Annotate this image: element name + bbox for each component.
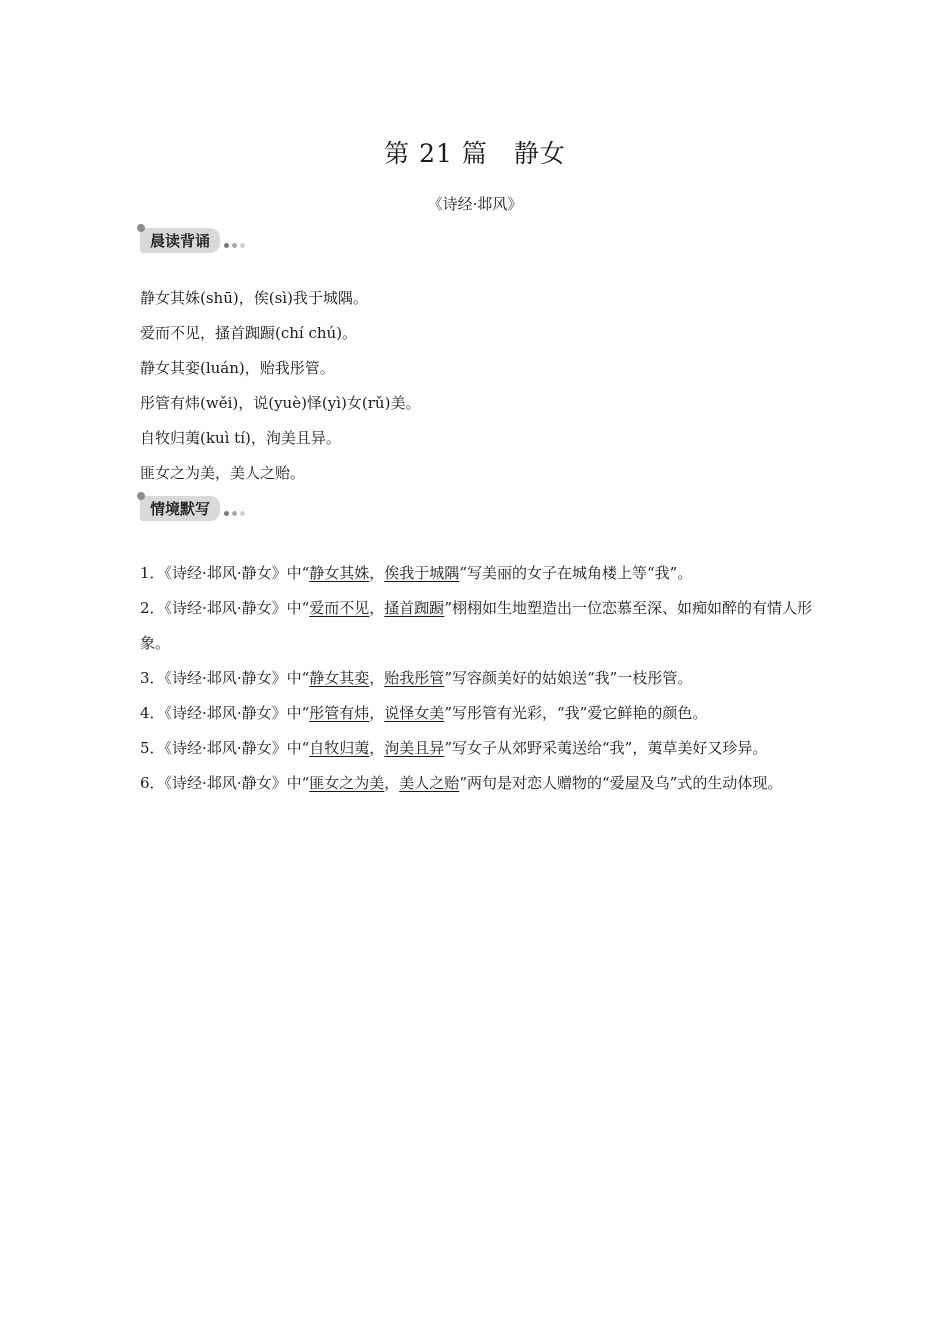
bullet-dot-icon <box>137 224 145 232</box>
exercise-item: 4．《诗经·邶风·静女》中“彤管有炜，说怿女美”写彤管有光彩，“我”爱它鲜艳的颜色。 <box>140 704 708 722</box>
poem-line: 静女其娈(luán)，贻我彤管。 <box>140 359 335 377</box>
exercise-item: 3．《诗经·邶风·静女》中“静女其娈，贻我彤管”写容颜美好的姑娘送“我”一枝彤管。 <box>140 669 693 687</box>
exercise-item: 1．《诗经·邶风·静女》中“静女其姝，俟我于城隅”写美丽的女子在城角楼上等“我”。 <box>140 564 693 582</box>
answer-text: 洵美且异 <box>384 739 445 757</box>
section-label <box>140 496 220 521</box>
answer-text: 爱而不见 <box>309 599 370 617</box>
answer-text: 自牧归荑 <box>309 739 370 757</box>
exercise-item: 6．《诗经·邶风·静女》中“匪女之为美，美人之贻”两句是对恋人赠物的“爱屋及乌”式的生动体现。 <box>140 774 783 792</box>
answer-text: 贻我彤管 <box>384 669 445 687</box>
answer-text: 静女其娈 <box>309 669 370 687</box>
section-label <box>140 228 220 253</box>
poem-line: 自牧归荑(kuì tí)，洵美且异。 <box>140 429 341 447</box>
exercise-item: 2．《诗经·邶风·静女》中“爱而不见，搔首踟蹰”栩栩如生地塑造出一位恋慕至深、如痴如醉的有情人形象。 <box>140 599 812 652</box>
section-tag-dictation <box>140 496 248 520</box>
exercise-item: 5．《诗经·邶风·静女》中“自牧归荑，洵美且异”写女子从郊野采荑送给“我”，荑草美好又珍异。 <box>140 739 768 757</box>
poem-line: 静女其姝(shū)，俟(sì)我于城隅。 <box>140 289 368 307</box>
page-title: 第 21 篇 静女 <box>384 139 566 168</box>
answer-text: 静女其姝 <box>309 564 370 582</box>
bullet-dot-icon <box>137 492 145 500</box>
section-label-text: 情境默写 <box>150 499 211 518</box>
poem-line: 爱而不见，搔首踟蹰(chí chú)。 <box>140 324 358 342</box>
source-subtitle: 《诗经·邶风》 <box>427 195 523 213</box>
section-label-text: 晨读背诵 <box>150 231 211 250</box>
answer-text: 匪女之为美 <box>309 774 385 792</box>
poem-text <box>140 287 820 497</box>
dots-decoration-icon <box>224 511 248 516</box>
answer-text: 彤管有炜 <box>309 704 370 722</box>
answer-text: 说怿女美 <box>384 704 445 722</box>
poem-line: 彤管有炜(wěi)，说(yuè)怿(yì)女(rǔ)美。 <box>140 394 421 412</box>
answer-text: 俟我于城隅 <box>384 564 460 582</box>
answer-text: 美人之贻 <box>399 774 460 792</box>
exercise-list <box>140 556 812 801</box>
poem-line: 匪女之为美，美人之贻。 <box>140 464 306 482</box>
dots-decoration-icon <box>224 243 248 248</box>
section-tag-reading <box>140 228 248 252</box>
answer-text: 搔首踟蹰 <box>384 599 445 617</box>
